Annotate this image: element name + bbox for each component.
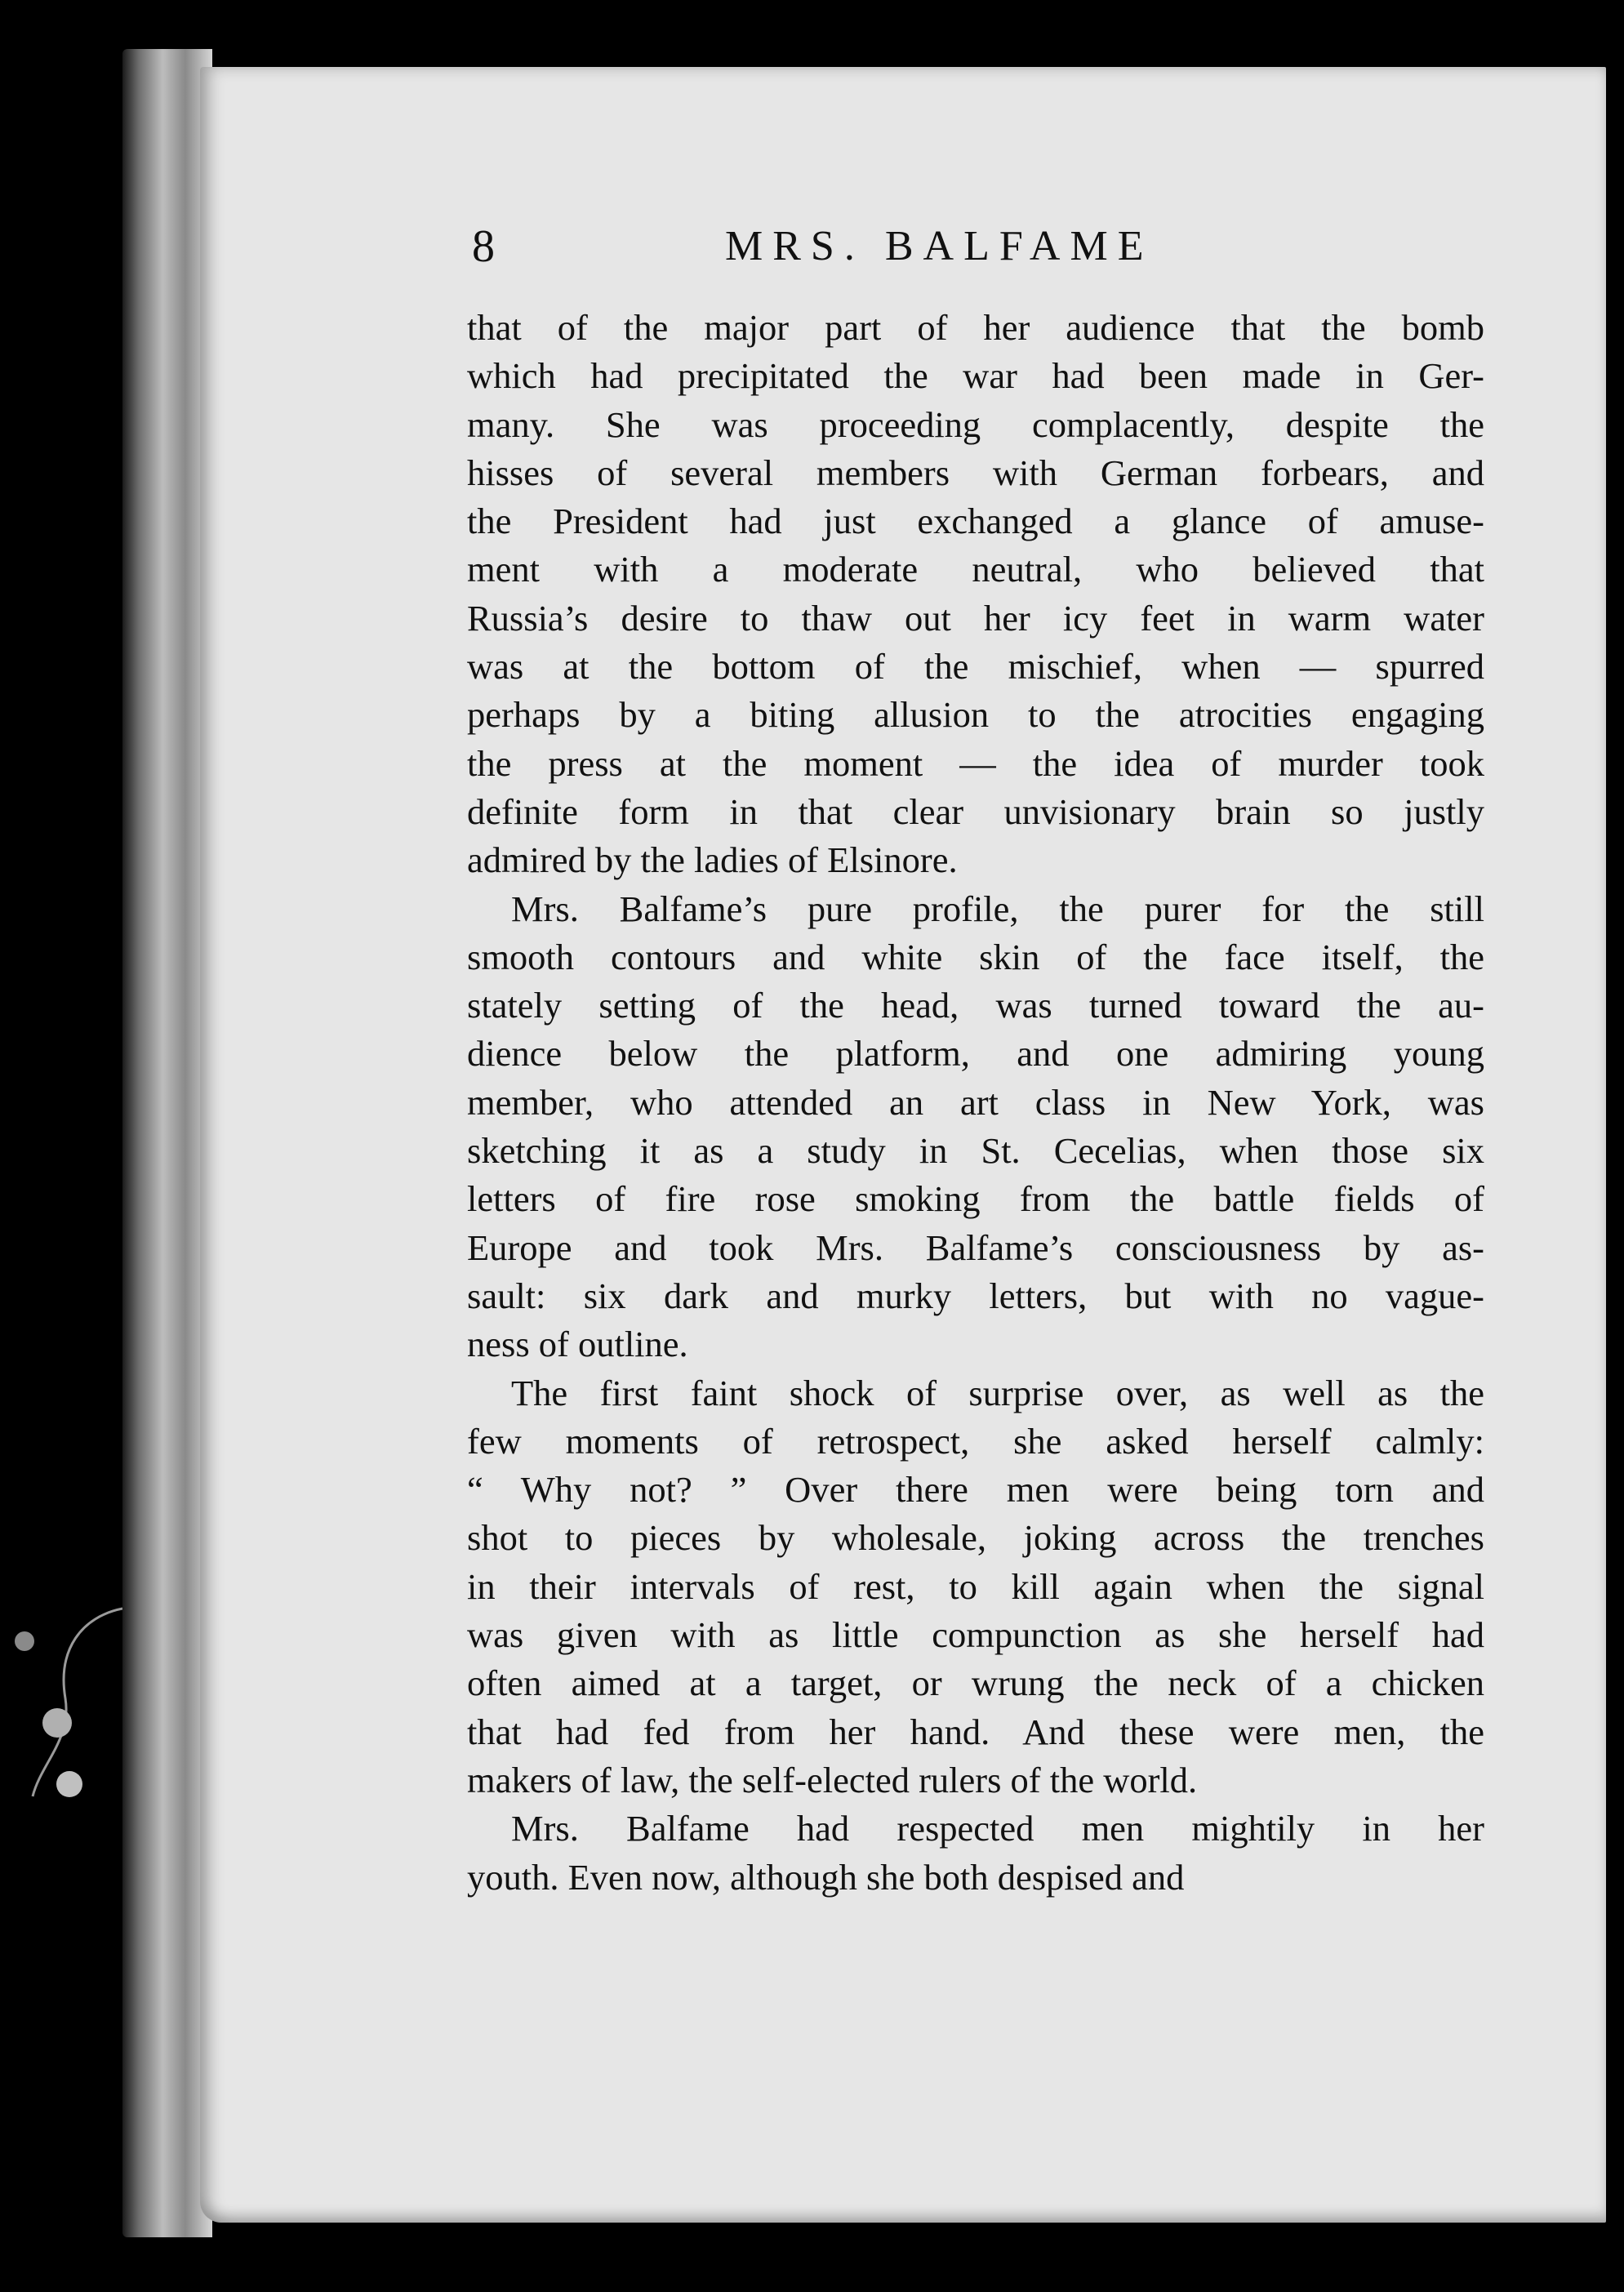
text-line: ness of outline. — [467, 1324, 688, 1365]
text-line: letters of fire rose smoking from the battle fields of — [467, 1178, 1484, 1220]
text-line: few moments of retrospect, she asked herself calmly: — [467, 1420, 1484, 1462]
text-line: smooth contours and white skin of the face itself, the — [467, 936, 1484, 977]
running-head: MRS. BALFAME — [725, 223, 1154, 269]
text-line: “ Why not? ” Over there men were being torn and — [467, 1469, 1484, 1511]
body-text — [467, 304, 1484, 1902]
paragraph — [467, 304, 1484, 885]
text-line: sketching it as a study in St. Cecelias, when those six — [467, 1130, 1484, 1172]
text-line: dience below the platform, and one admiring young — [467, 1033, 1484, 1075]
text-line: Russia’s desire to thaw out her icy feet in warm water — [467, 597, 1484, 639]
paragraph — [467, 1369, 1484, 1805]
text-line: youth. Even now, although she both despised and — [467, 1856, 1185, 1898]
text-line: Europe and took Mrs. Balfame’s consciousness by as- — [467, 1226, 1484, 1268]
text-line: definite form in that clear unvisionary brain so justly — [467, 790, 1484, 832]
text-line: many. She was proceeding complacently, despite the — [467, 403, 1484, 445]
paragraph — [467, 885, 1484, 1369]
text-line: member, who attended an art class in New York, was — [467, 1081, 1484, 1123]
text-line: the press at the moment — the idea of murder took — [467, 742, 1484, 784]
text-line: sault: six dark and murky letters, but with no vague- — [467, 1275, 1484, 1316]
text-line: hisses of several members with German forbears, and — [467, 452, 1484, 493]
text-line: was given with as little compunction as she herself had — [467, 1614, 1484, 1656]
text-line: in their intervals of rest, to kill again when the signal — [467, 1565, 1484, 1607]
text-line: admired by the ladies of Elsinore. — [467, 839, 958, 881]
text-line: makers of law, the self-elected rulers of the world. — [467, 1759, 1198, 1800]
text-line: that of the major part of her audience that the bomb — [467, 307, 1484, 348]
text-line: The first faint shock of surprise over, as well as the — [511, 1372, 1484, 1413]
text-line: which had precipitated the war had been made in Ger- — [467, 355, 1484, 397]
scan-artifact — [8, 1600, 122, 1813]
page-number: 8 — [472, 221, 495, 272]
page-header — [472, 214, 1484, 279]
text-line: often aimed at a target, or wrung the neck of a chicken — [467, 1662, 1484, 1704]
text-line: that had fed from her hand. And these were men, the — [467, 1711, 1484, 1752]
text-line: was at the bottom of the mischief, when — spurred — [467, 646, 1484, 688]
text-line: perhaps by a biting allusion to the atrocities engaging — [467, 694, 1484, 736]
text-line: stately setting of the head, was turned toward the au- — [467, 985, 1484, 1026]
paragraph — [467, 1805, 1484, 1902]
text-line: Mrs. Balfame had respected men mightily in her — [511, 1808, 1484, 1849]
text-line: the President had just exchanged a glance of amuse- — [467, 501, 1484, 542]
text-line: shot to pieces by wholesale, joking across the trenches — [467, 1517, 1484, 1559]
text-line: Mrs. Balfame’s pure profile, the purer for the still — [511, 888, 1484, 929]
book-binding — [122, 49, 212, 2237]
text-line: ment with a moderate neutral, who believed that — [467, 549, 1484, 590]
